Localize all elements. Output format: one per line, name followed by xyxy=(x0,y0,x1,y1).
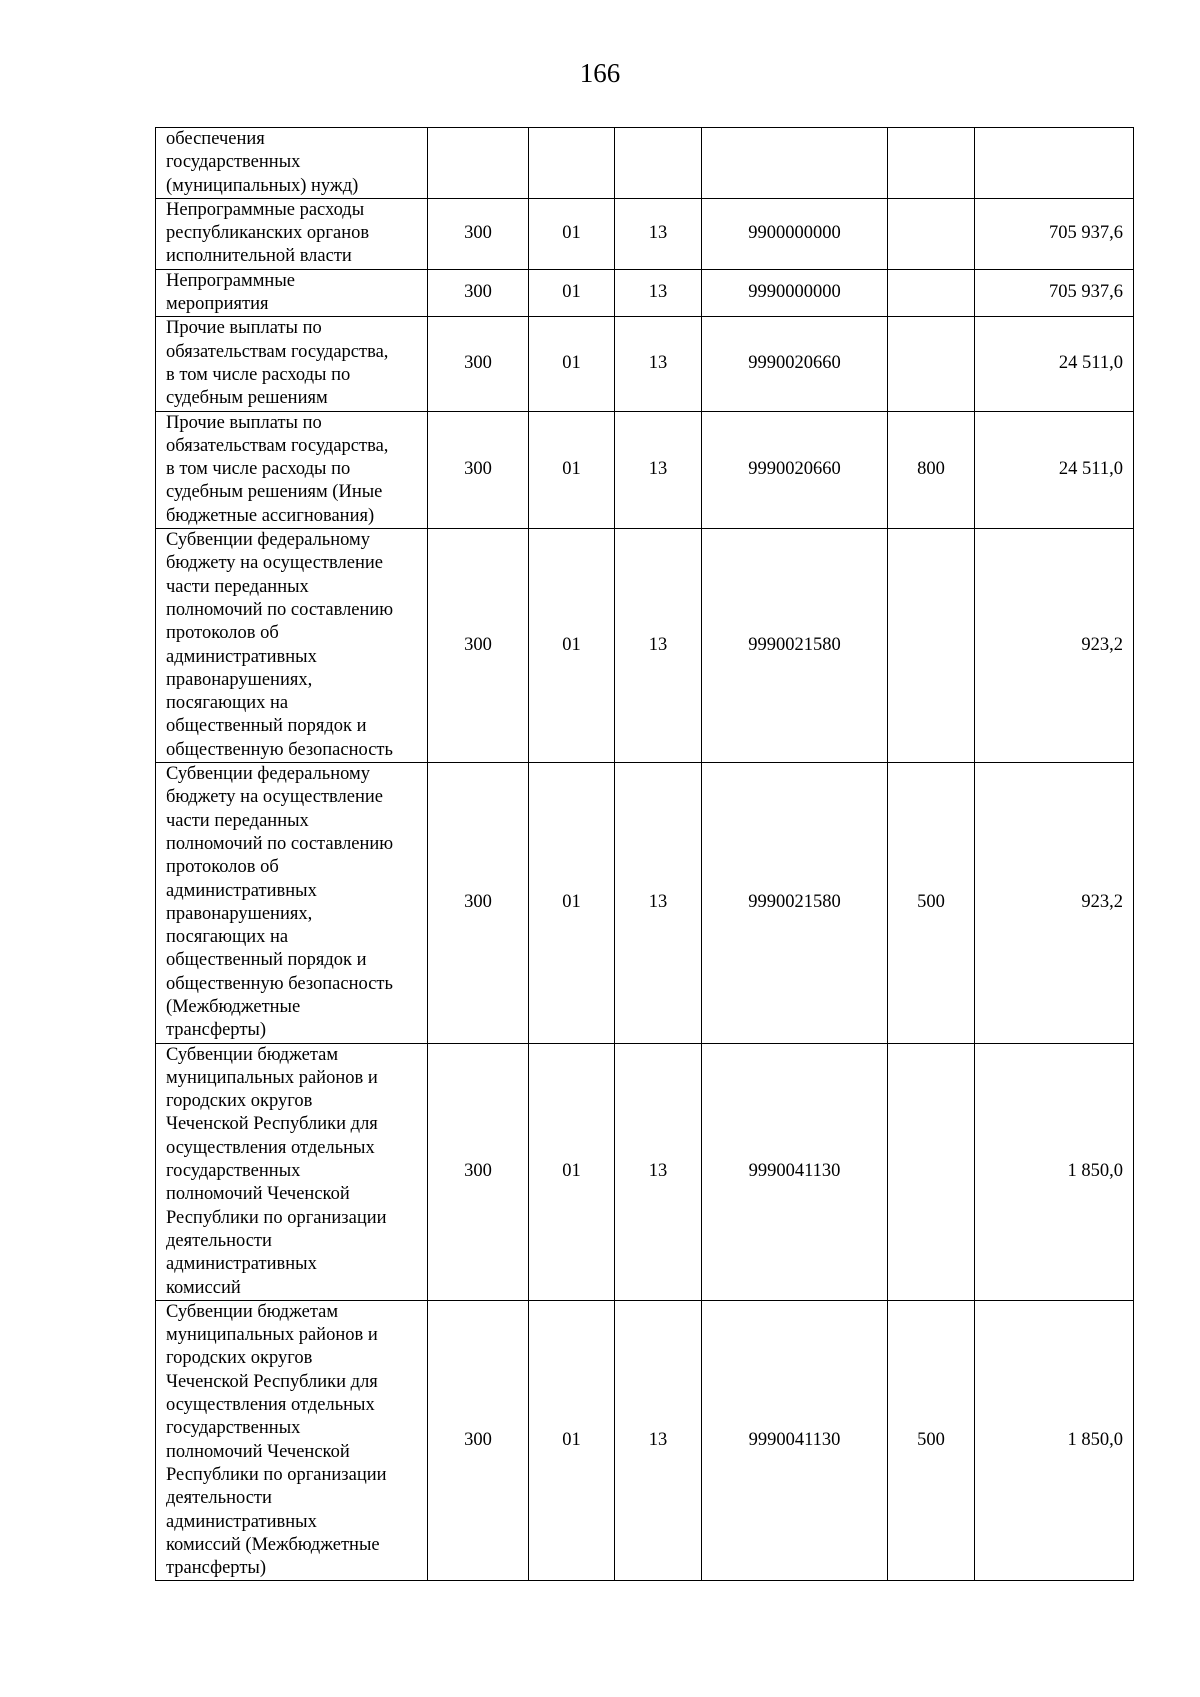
expense-name-line: бюджету на осуществление xyxy=(166,787,383,808)
expense-name-line: трансферты) xyxy=(166,1020,266,1041)
amount-cell: 923,2 xyxy=(975,763,1134,1044)
expense-name-line: Прочие выплаты по xyxy=(166,412,322,433)
subsection-code-cell: 13 xyxy=(615,198,702,269)
expense-name-line: Субвенции федеральному xyxy=(166,764,370,785)
amount-cell xyxy=(975,128,1134,199)
expense-name-cell xyxy=(156,763,428,1044)
expense-type-cell xyxy=(888,529,975,763)
subsection-code-cell xyxy=(615,128,702,199)
table-row xyxy=(156,269,1134,317)
expense-name-line: деятельности xyxy=(166,1488,272,1509)
section-code-cell: 01 xyxy=(529,411,615,528)
expense-type-cell: 800 xyxy=(888,411,975,528)
expense-name-line: судебным решениям xyxy=(166,388,328,409)
expense-name-line: трансферты) xyxy=(166,1558,266,1579)
expense-name-line: протоколов об xyxy=(166,623,279,644)
target-article-cell: 9900000000 xyxy=(702,198,888,269)
section-code-cell: 01 xyxy=(529,269,615,317)
amount-cell: 1 850,0 xyxy=(975,1300,1134,1581)
ministry-code-cell: 300 xyxy=(428,529,529,763)
ministry-code-cell: 300 xyxy=(428,269,529,317)
expense-name-line: судебным решениям (Иные xyxy=(166,482,383,503)
expense-name-line: Субвенции федеральному xyxy=(166,530,370,551)
expense-name-line: комиссий (Межбюджетные xyxy=(166,1534,380,1555)
table-row xyxy=(156,529,1134,763)
expense-name-line: обязательствам государства, xyxy=(166,435,389,456)
expense-name-line: Непрограммные xyxy=(166,270,295,291)
expense-name-line: общественную безопасность xyxy=(166,739,393,760)
expense-name-line: административных xyxy=(166,1511,317,1532)
expense-name-cell xyxy=(156,1300,428,1581)
expense-name-line: общественный порядок и xyxy=(166,950,367,971)
ministry-code-cell: 300 xyxy=(428,763,529,1044)
section-code-cell: 01 xyxy=(529,198,615,269)
expense-name-cell xyxy=(156,317,428,411)
section-code-cell: 01 xyxy=(529,317,615,411)
expense-name-line: полномочий Чеченской xyxy=(166,1441,350,1462)
expense-name-line: мероприятия xyxy=(166,294,269,315)
section-code-cell: 01 xyxy=(529,1300,615,1581)
expense-name-line: общественную безопасность xyxy=(166,973,393,994)
subsection-code-cell: 13 xyxy=(615,1300,702,1581)
table-row xyxy=(156,1043,1134,1300)
amount-cell: 923,2 xyxy=(975,529,1134,763)
expense-name-line: комиссий xyxy=(166,1277,241,1298)
table-body xyxy=(156,128,1134,1581)
expense-name-cell xyxy=(156,198,428,269)
expense-name-line: посягающих на xyxy=(166,693,289,714)
ministry-code-cell: 300 xyxy=(428,317,529,411)
section-code-cell: 01 xyxy=(529,1043,615,1300)
ministry-code-cell: 300 xyxy=(428,198,529,269)
expense-name-line: Республики по организации xyxy=(166,1207,387,1228)
expense-name-line: Республики по организации xyxy=(166,1464,387,1485)
expense-name-line: административных xyxy=(166,1254,317,1275)
subsection-code-cell: 13 xyxy=(615,529,702,763)
expense-name-line: (муниципальных) нужд) xyxy=(166,175,359,196)
expense-name-line: государственных xyxy=(166,1161,301,1182)
expense-name-line: общественный порядок и xyxy=(166,716,367,737)
expense-name-line: Субвенции бюджетам xyxy=(166,1044,339,1065)
target-article-cell xyxy=(702,128,888,199)
amount-cell: 24 511,0 xyxy=(975,317,1134,411)
expense-name-line: правонарушениях, xyxy=(166,903,313,924)
table-row xyxy=(156,763,1134,1044)
expense-name-line: полномочий по составлению xyxy=(166,833,394,854)
expense-type-cell xyxy=(888,1043,975,1300)
expense-type-cell xyxy=(888,198,975,269)
expense-name-line: городских округов xyxy=(166,1348,313,1369)
target-article-cell: 9990021580 xyxy=(702,529,888,763)
expense-name-line: осуществления отдельных xyxy=(166,1395,375,1416)
subsection-code-cell: 13 xyxy=(615,269,702,317)
expense-name-line: протоколов об xyxy=(166,857,279,878)
expense-type-cell xyxy=(888,269,975,317)
subsection-code-cell: 13 xyxy=(615,411,702,528)
amount-cell: 705 937,6 xyxy=(975,269,1134,317)
expense-name-line: (Межбюджетные xyxy=(166,996,301,1017)
table-row xyxy=(156,317,1134,411)
expense-name-line: Субвенции бюджетам xyxy=(166,1301,339,1322)
ministry-code-cell: 300 xyxy=(428,1300,529,1581)
amount-cell: 1 850,0 xyxy=(975,1043,1134,1300)
expense-name-line: Чеченской Республики для xyxy=(166,1114,378,1135)
expense-name-cell xyxy=(156,1043,428,1300)
expense-name-line: Непрограммные расходы xyxy=(166,199,365,220)
expense-name-line: бюджетные ассигнования) xyxy=(166,505,375,526)
table-row xyxy=(156,1300,1134,1581)
table-row xyxy=(156,128,1134,199)
expense-name-line: полномочий Чеченской xyxy=(166,1184,350,1205)
expense-name-line: правонарушениях, xyxy=(166,669,313,690)
expense-name-line: Чеченской Республики для xyxy=(166,1371,378,1392)
subsection-code-cell: 13 xyxy=(615,1043,702,1300)
expense-name-cell xyxy=(156,128,428,199)
amount-cell: 24 511,0 xyxy=(975,411,1134,528)
expense-name-line: части переданных xyxy=(166,810,309,831)
expense-name-line: республиканских органов xyxy=(166,223,370,244)
expense-name-line: муниципальных районов и xyxy=(166,1325,378,1346)
expense-name-line: в том числе расходы по xyxy=(166,364,351,385)
expense-name-cell xyxy=(156,269,428,317)
expense-name-line: муниципальных районов и xyxy=(166,1067,378,1088)
table-row xyxy=(156,411,1134,528)
expense-type-cell: 500 xyxy=(888,763,975,1044)
expense-name-line: административных xyxy=(166,646,317,667)
target-article-cell: 9990020660 xyxy=(702,317,888,411)
target-article-cell: 9990041130 xyxy=(702,1300,888,1581)
ministry-code-cell xyxy=(428,128,529,199)
section-code-cell: 01 xyxy=(529,529,615,763)
expense-name-line: государственных xyxy=(166,152,301,173)
expense-name-line: бюджету на осуществление xyxy=(166,553,383,574)
section-code-cell xyxy=(529,128,615,199)
expense-name-line: административных xyxy=(166,880,317,901)
expense-type-cell xyxy=(888,317,975,411)
budget-table xyxy=(155,127,1134,1581)
amount-cell: 705 937,6 xyxy=(975,198,1134,269)
expense-name-line: осуществления отдельных xyxy=(166,1137,375,1158)
expense-name-line: в том числе расходы по xyxy=(166,459,351,480)
expense-name-line: обязательствам государства, xyxy=(166,341,389,362)
expense-name-line: части переданных xyxy=(166,576,309,597)
page-number: 166 xyxy=(579,58,621,88)
section-code-cell: 01 xyxy=(529,763,615,1044)
expense-name-line: городских округов xyxy=(166,1091,313,1112)
ministry-code-cell: 300 xyxy=(428,1043,529,1300)
expense-name-line: государственных xyxy=(166,1418,301,1439)
subsection-code-cell: 13 xyxy=(615,317,702,411)
expense-name-line: Прочие выплаты по xyxy=(166,318,322,339)
target-article-cell: 9990020660 xyxy=(702,411,888,528)
target-article-cell: 9990000000 xyxy=(702,269,888,317)
ministry-code-cell: 300 xyxy=(428,411,529,528)
expense-name-line: деятельности xyxy=(166,1230,272,1251)
expense-name-cell xyxy=(156,411,428,528)
expense-name-line: обеспечения xyxy=(166,129,265,149)
expense-type-cell xyxy=(888,128,975,199)
expense-name-line: посягающих на xyxy=(166,927,289,948)
expense-name-line: исполнительной власти xyxy=(166,246,352,267)
table-row xyxy=(156,198,1134,269)
expense-type-cell: 500 xyxy=(888,1300,975,1581)
target-article-cell: 9990021580 xyxy=(702,763,888,1044)
subsection-code-cell: 13 xyxy=(615,763,702,1044)
expense-name-line: полномочий по составлению xyxy=(166,599,394,620)
target-article-cell: 9990041130 xyxy=(702,1043,888,1300)
expense-name-cell xyxy=(156,529,428,763)
